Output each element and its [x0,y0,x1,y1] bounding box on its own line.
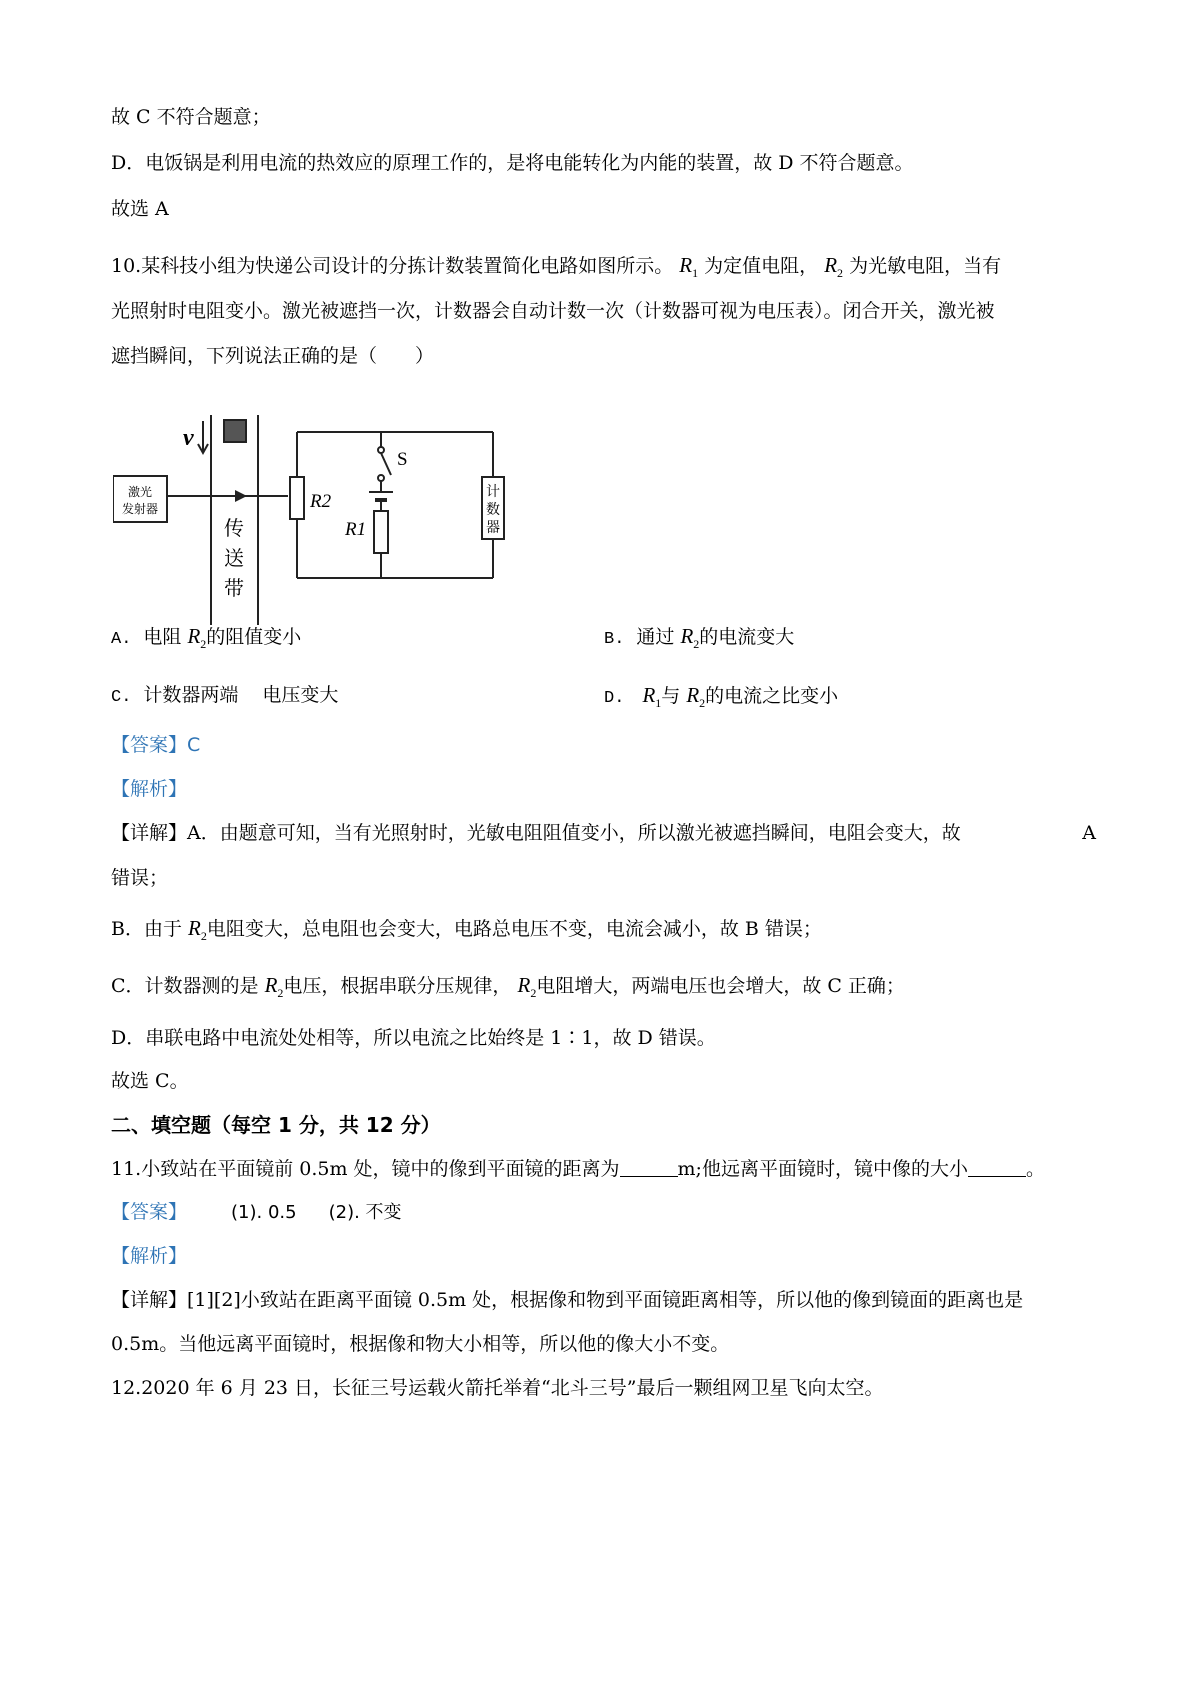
switch-pivot [378,447,384,453]
answer-value: C [187,734,201,756]
answer-blank [620,1158,678,1177]
circuit-diagram [113,415,553,645]
q10-detail-a-line2: 错误； [111,867,169,889]
q11-detail-line1: 【详解】[1][2]小致站在距离平面镜 0.5m 处，根据像和物到平面镜距离相等，所以他的像到镜面的距离也是 [111,1289,1024,1311]
var-R2: $R_2$ [517,973,537,1000]
R2-label: R2 [310,491,332,512]
belt-label-char: 送 [224,546,244,570]
counter-label-char: 计 [486,484,500,500]
var-R2: $R_2$ [686,683,706,710]
text-line: D．电饭锅是利用电流的热效应的原理工作的，是将电能转化为内能的装置，故 D 不符合题意。 [111,152,914,174]
belt-label-char: 带 [224,576,244,600]
laser-label-line2: 发射器 [121,502,159,516]
analysis-tag: 【解析】 [111,778,188,800]
answer-tag: 【答案】 [111,1201,188,1223]
q10-stem-line2: 光照射时电阻变小。激光被遮挡一次，计数器会自动计数一次（计数器可视为电压表）。闭合开关，激光被 [111,300,995,322]
laser-label-line1: 激光 [127,485,153,499]
q10-stem-line3: 遮挡瞬间，下列说法正确的是（ ） [111,345,435,367]
q10-detail-a-line1: 【详解】A．由题意可知，当有光照射时，光敏电阻阻值变小，所以激光被遮挡瞬间，电阻会变大，故 A [111,822,1096,844]
answer-value: (2). 不变 [328,1202,402,1223]
analysis-tag: 【解析】 [111,1245,188,1267]
var-R2: $R_2$ [188,916,207,943]
R1-label: R1 [345,519,367,540]
belt-label-char: 传 [224,516,244,540]
resistor-R2 [290,477,304,519]
switch-contact [378,475,384,481]
option-d: D. $R_1$与 $R_2$的电流之比变小 [604,683,839,710]
var-R2: $R_2$ [680,624,700,651]
answer-blank [968,1158,1026,1177]
q11-stem: 11.小致站在平面镜前 0.5m 处，镜中的像到平面镜的距离为 m;他远离平面镜时，镜中像的大小 。 [111,1158,1045,1180]
q10-choose: 故选 C。 [111,1070,189,1092]
q10-detail-b: B．由于 $R_2$电阻变大，总电阻也会变大，电路总电压不变，电流会减小，故 B 错误； [111,916,822,943]
text-line: 故选 A [111,198,169,220]
counter-label-char: 器 [486,520,500,536]
q10-stem-part3: 为光敏电阻，当有 [849,255,1002,277]
q10-answer [111,732,200,758]
switch-blade [381,453,391,475]
resistor-R1 [374,511,388,553]
velocity-label: v [183,425,194,451]
q10-stem-line1 [111,252,1001,286]
q10-detail-d: D．串联电路中电流处处相等，所以电流之比始终是 1∶1，故 D 错误。 [111,1027,716,1049]
switch-label: S [397,449,408,470]
q11-detail-line2: 0.5m。当他远离平面镜时，根据像和物大小相等，所以他的像大小不变。 [111,1333,730,1355]
laser-arrow-head [235,490,247,502]
q10-stem-part1: 某科技小组为快递公司设计的分拣计数装置简化电路如图所示。 [141,255,674,277]
q10-detail-c: C．计数器测的是 $R_2$电压，根据串联分压规律， $R_2$电阻增大，两端电压也会增大，故 C 正确； [111,973,905,1000]
q11-answer [111,1199,402,1226]
var-R2: $R_2$ [264,973,284,1000]
var-R1: $R_1$ [642,683,662,710]
q12-stem: 12.2020 年 6 月 23 日，长征三号运载火箭托举着“北斗三号”最后一颗组网卫星飞向太空。 [111,1377,884,1399]
var-R2: $R_2$ [824,253,844,280]
option-c: C. 计数器两端 电压变大 [111,684,339,707]
answer-value: (1). 0.5 [231,1202,297,1223]
option-a: A. 电阻 $R_2$的阻值变小 [111,624,302,651]
answer-tag: 【答案】 [111,734,188,756]
package-box [224,420,246,442]
var-R2: $R_2$ [187,624,207,651]
section-title: 二、填空题（每空 1 分，共 12 分） [111,1113,441,1137]
q10-stem-part2: 为定值电阻， [704,255,819,277]
q10-number: 10. [111,255,142,277]
counter-label-char: 数 [486,502,500,518]
option-b: B. 通过 $R_2$的电流变大 [604,624,795,651]
text-line: 故 C 不符合题意； [111,106,271,128]
var-R1: $R_1$ [679,253,699,280]
